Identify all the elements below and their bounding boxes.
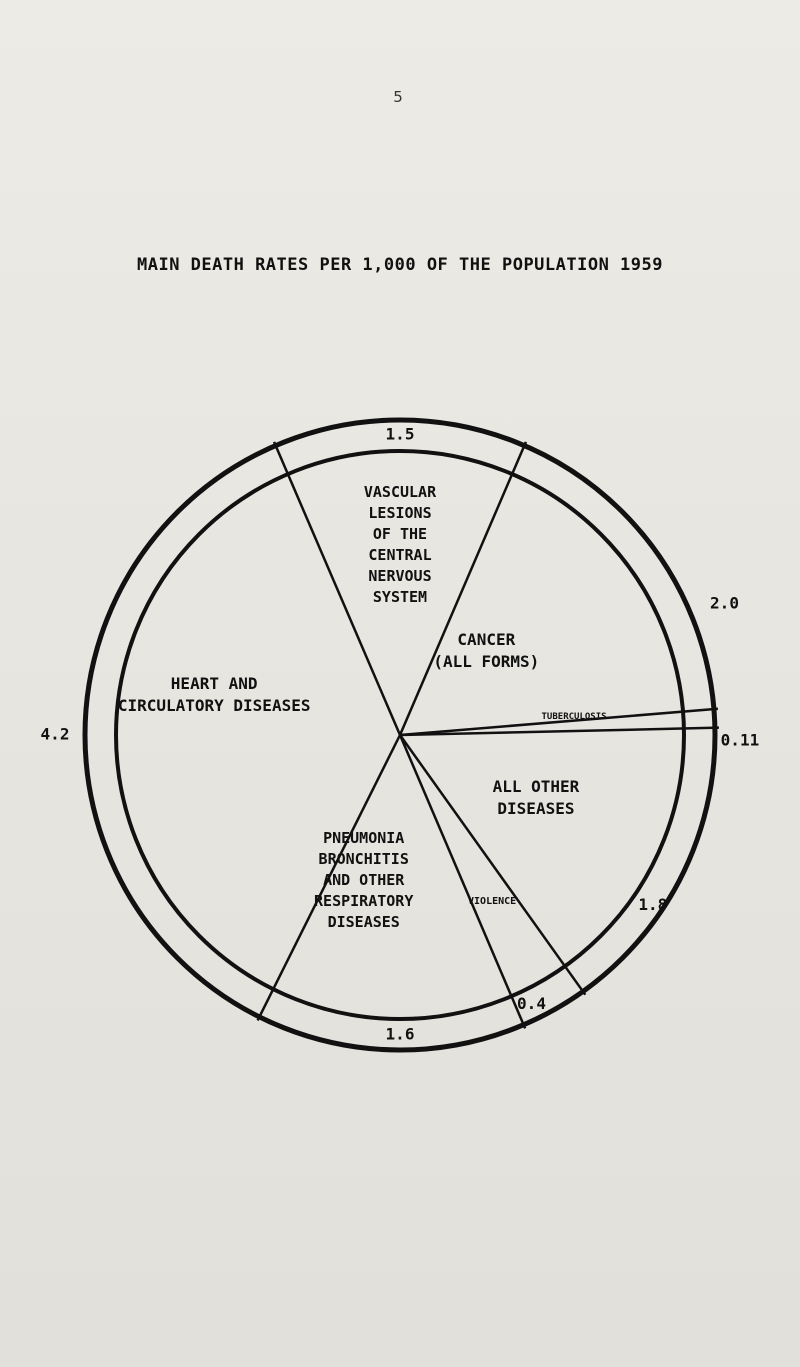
slice-label: NERVOUS (368, 567, 432, 585)
slice-label: DISEASES (327, 913, 400, 932)
slice-label: LESIONS (368, 504, 432, 522)
slice-label: CIRCULATORY DISEASES (117, 695, 311, 715)
slice-value-label: 1.8 (638, 895, 668, 915)
slice-label: (ALL FORMS) (433, 652, 540, 672)
slice-label: OF THE (372, 525, 428, 543)
page-number: 5 (393, 88, 403, 106)
slice-value-label: 0.4 (517, 994, 546, 1014)
slice-label: VASCULAR (363, 483, 437, 501)
slice-labels (118, 483, 607, 931)
slice-label: RESPIRATORY (314, 892, 414, 911)
slice-label: ALL OTHER (492, 776, 580, 796)
slice-label: SYSTEM (372, 588, 428, 606)
slice-value-label: 1.6 (385, 1024, 415, 1044)
slice-label: PNEUMONIA (323, 829, 405, 848)
slice-label: CENTRAL (368, 546, 432, 564)
slice-dividers (258, 442, 719, 1029)
slice-label: TUBERCULOSIS (541, 712, 607, 723)
slice-label: HEART AND (170, 673, 258, 693)
slice-label: VIOLENCE (468, 896, 517, 908)
slice-divider (400, 735, 585, 995)
chart-title: MAIN DEATH RATES PER 1,000 OF THE POPULATION 1959 (136, 255, 663, 275)
slice-label: AND OTHER (323, 871, 405, 890)
slice-value-label: 2.0 (710, 593, 739, 613)
slice-label: BRONCHITIS (318, 850, 409, 869)
slice-value-label: 0.11 (720, 730, 760, 750)
slice-label: CANCER (457, 630, 516, 650)
slice-label: DISEASES (497, 798, 575, 818)
slice-value-label: 1.5 (385, 424, 415, 444)
slice-value-label: 4.2 (40, 724, 70, 744)
